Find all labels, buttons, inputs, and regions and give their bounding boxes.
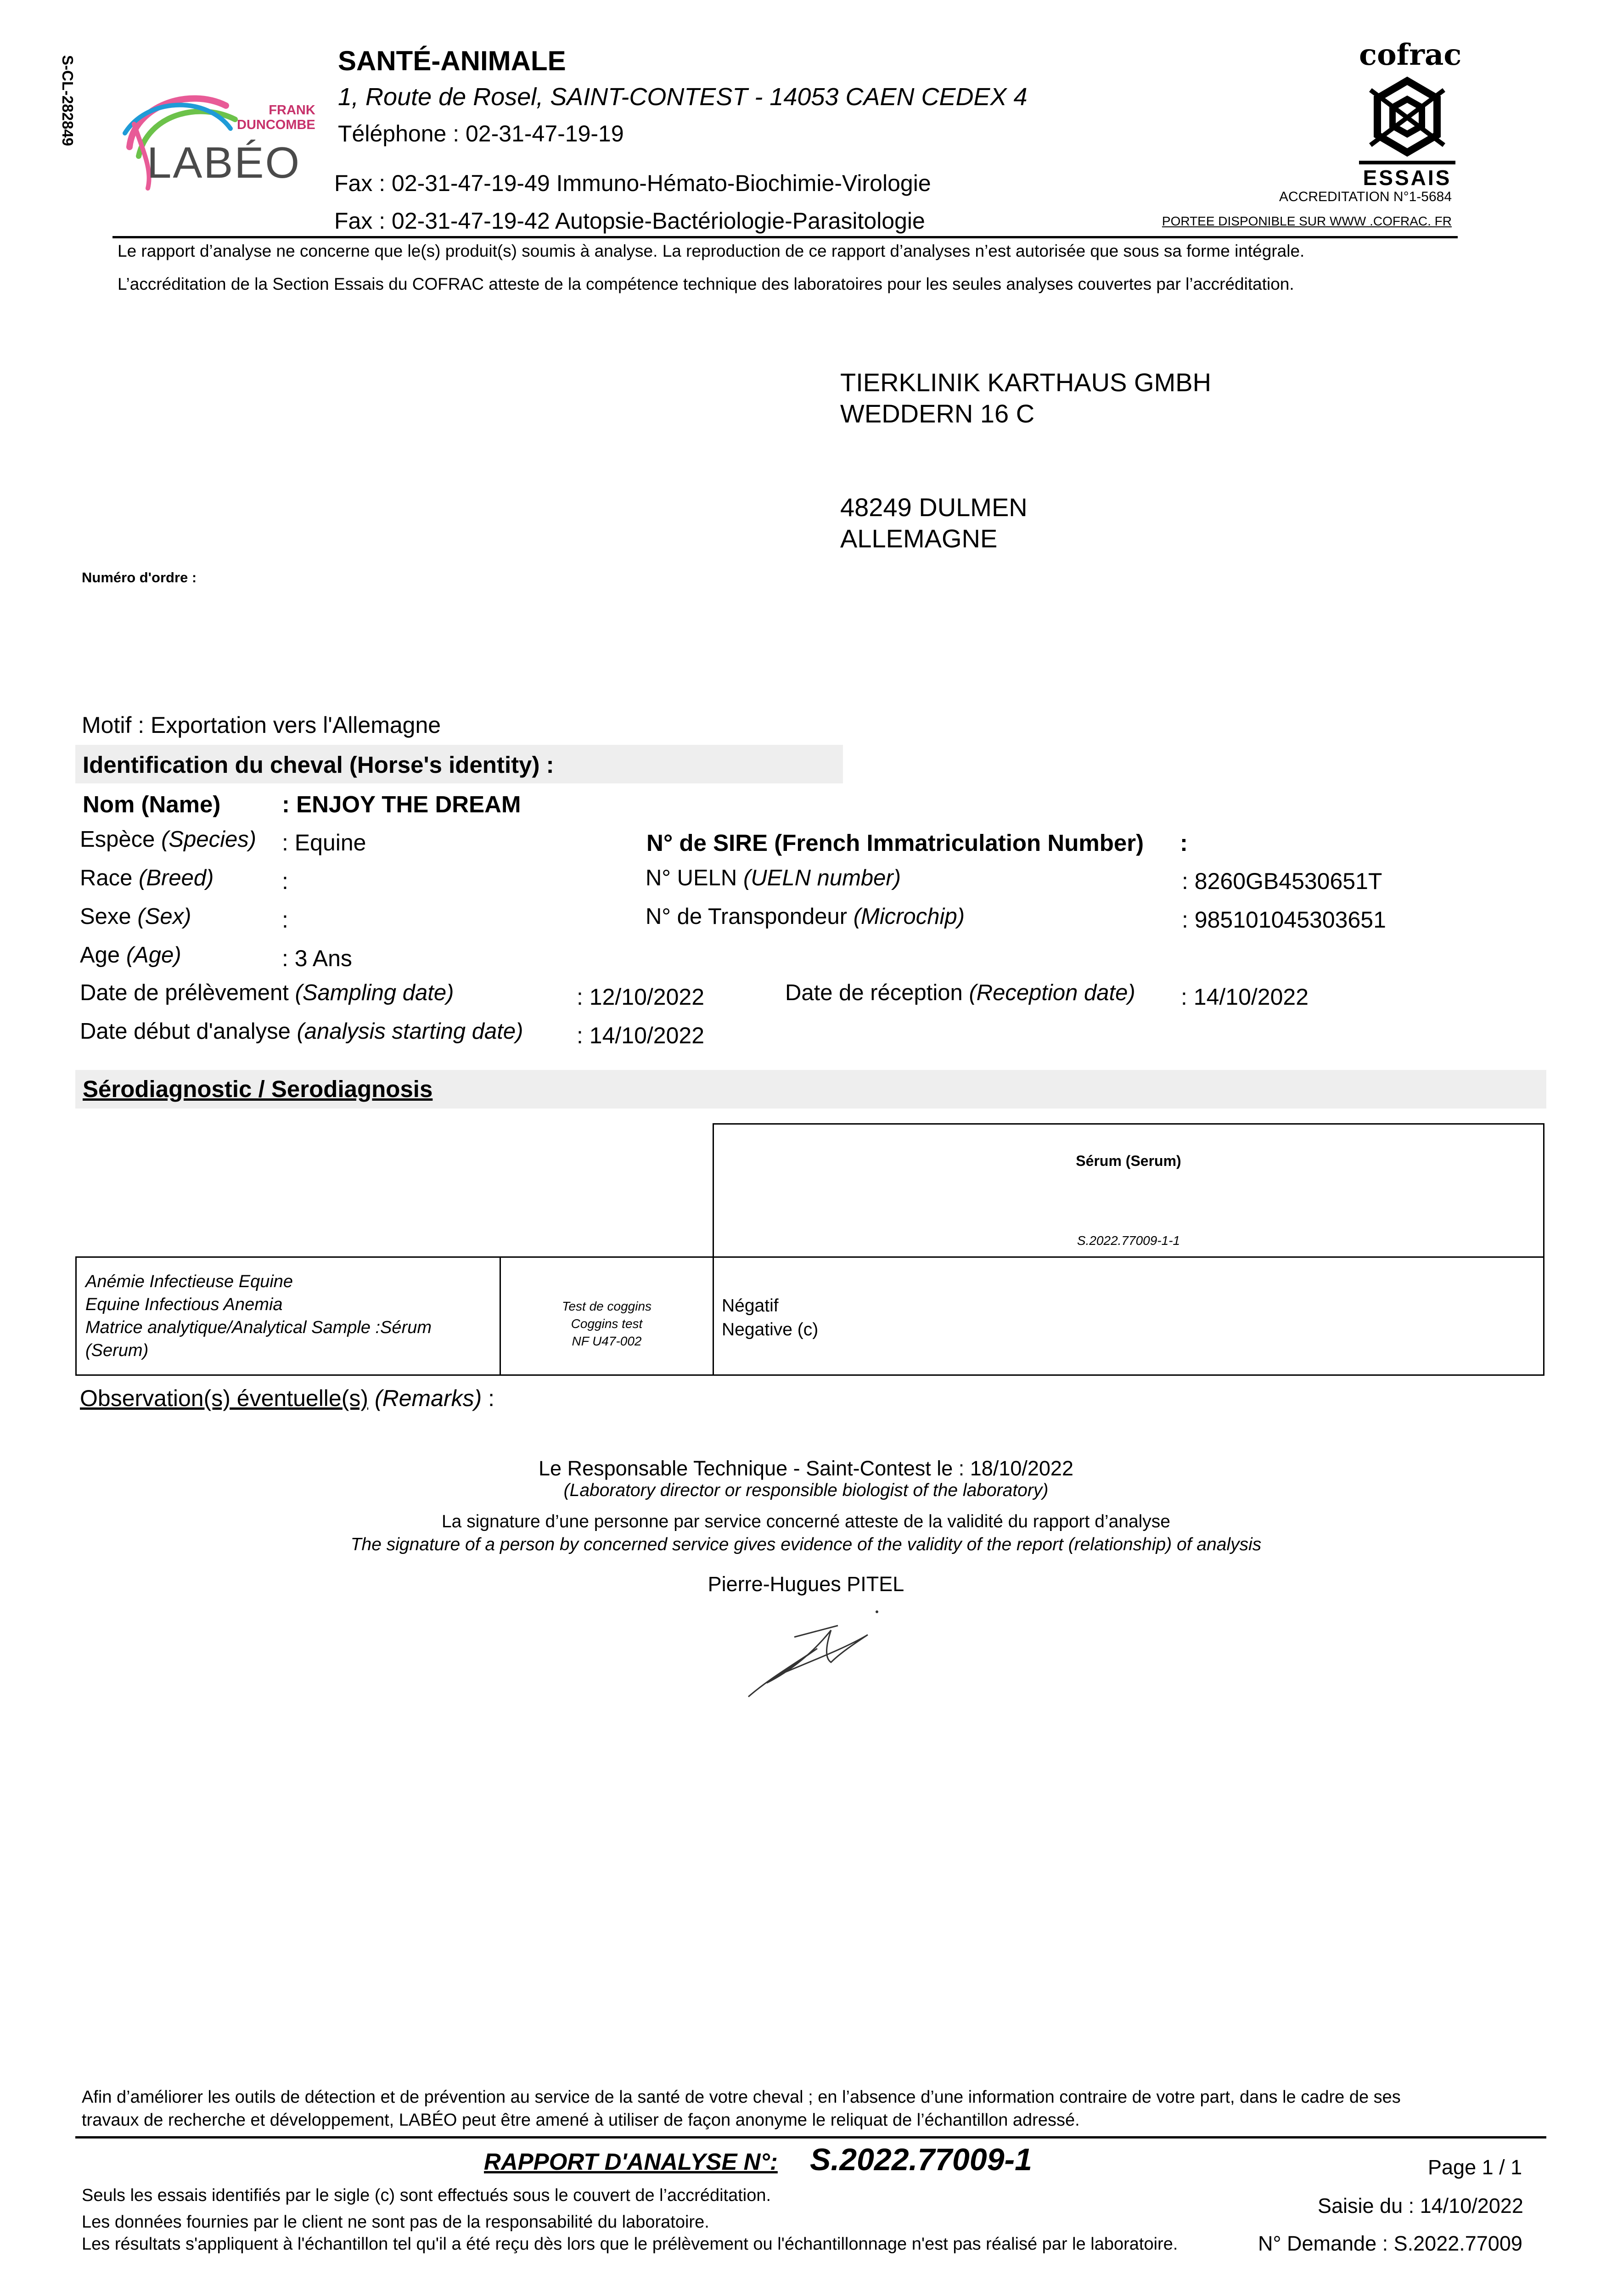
table-line (1543, 1123, 1544, 1376)
tagline-line1: FRANK (269, 103, 315, 118)
breed-value: : (282, 868, 288, 894)
method-1: Test de coggins (562, 1299, 652, 1313)
cofrac-essais: ESSAIS (1359, 161, 1455, 190)
labeo-tagline (237, 103, 315, 132)
disease-en: Equine Infectious Anemia (85, 1295, 283, 1314)
entry-date: Saisie du : 14/10/2022 (1318, 2194, 1523, 2217)
remarks-suffix: : (482, 1385, 495, 1411)
matrix: Matrice analytique/Analytical Sample :Sérum (85, 1318, 432, 1337)
age-label (80, 942, 181, 968)
table-line (713, 1123, 1544, 1125)
disclaimer-accreditation: L’accréditation de la Section Essais du COFRAC atteste de la compétence technique des laboratoires pour les seules analyses couvertes par l’accréditation. (118, 275, 1294, 293)
recipient-line-3: 48249 DULMEN (840, 493, 1028, 522)
table-line (75, 1256, 77, 1376)
result-cell (722, 1294, 818, 1342)
transponder-label (646, 904, 965, 929)
transponder-label-en: (Microchip) (853, 904, 965, 929)
matrix-serum: (Serum) (85, 1341, 149, 1360)
breed-label-en: (Breed) (139, 866, 214, 890)
portee-link[interactable]: PORTEE DISPONIBLE SUR WWW .COFRAC. FR (1162, 214, 1452, 228)
name-value: : ENJOY THE DREAM (282, 791, 521, 817)
reception-date-value: : 14/10/2022 (1181, 984, 1309, 1010)
recipient-line-2: WEDDERN 16 C (840, 399, 1035, 428)
report-number-label: RAPPORT D'ANALYSE N°: (484, 2149, 778, 2175)
method-3: NF U47-002 (572, 1334, 642, 1348)
labeo-logo (120, 78, 322, 197)
disclaimer-reproduction: Le rapport d’analyse ne concerne que le(s) produit(s) soumis à analyse. La reproduction de ce rapport d’analyses n’est autorisée que sous sa forme intégrale. (118, 242, 1305, 260)
technical-manager-line: Le Responsable Technique - Saint-Contest le : 18/10/2022 (539, 1457, 1073, 1480)
analysis-start-value: : 14/10/2022 (577, 1023, 705, 1048)
lab-telephone: Téléphone : 02-31-47-19-19 (338, 121, 624, 146)
age-label-fr: Age (80, 943, 120, 968)
result-en: Negative (c) (722, 1320, 819, 1339)
client-data-note: Les données fournies par le client ne sont pas de la responsabilité du laboratoire. (82, 2212, 709, 2232)
sampling-label-en: (Sampling date) (295, 980, 454, 1005)
research-note-1: Afin d’améliorer les outils de détection et de prévention au service de la santé de votre cheval ; en l’absence d’une information contraire de votre part, dans le cadre de ses (82, 2088, 1401, 2107)
ueln-label-en: (UELN number) (743, 866, 901, 890)
lab-title: SANTÉ-ANIMALE (338, 45, 566, 76)
table-line (75, 1374, 1544, 1376)
breed-label-fr: Race (80, 866, 133, 890)
accreditation-note: Seuls les essais identifiés par le sigle (c) sont effectués sous le couvert de l’accréditation. (82, 2186, 771, 2205)
lab-address: 1, Route de Rosel, SAINT-CONTEST - 14053 CAEN CEDEX 4 (338, 83, 1028, 111)
remarks-label: Observation(s) éventuelle(s) (80, 1385, 369, 1411)
disease-fr: Anémie Infectieuse Equine (85, 1272, 293, 1291)
sire-value: : (1180, 830, 1188, 856)
cofrac-wordmark: cofrac (1359, 38, 1462, 72)
analysis-description (85, 1270, 432, 1362)
species-label-fr: Espèce (80, 827, 155, 852)
results-note: Les résultats s'appliquent à l'échantillon tel qu'il a été reçu dès lors que le prélèvement ou l'échantillonnage n'est pas réalisé par le laboratoire. (82, 2234, 1178, 2254)
recipient-line-4: ALLEMAGNE (840, 524, 998, 553)
tagline-line2: DUNCOMBE (237, 118, 315, 132)
side-reference-code: S-CL-282849 (59, 55, 76, 146)
sire-label: N° de SIRE (French Immatriculation Number) (646, 830, 1144, 856)
reception-label-fr: Date de réception (785, 980, 963, 1005)
remarks-label-en: (Remarks) (374, 1385, 482, 1411)
name-label: Nom (Name) (83, 791, 221, 817)
result-fr: Négatif (722, 1296, 779, 1316)
signatory-name: Pierre-Hugues PITEL (708, 1572, 904, 1596)
serodiagnosis-title: Sérodiagnostic / Serodiagnosis (83, 1076, 433, 1102)
sampling-date-label (80, 980, 454, 1006)
start-label-en: (analysis starting date) (297, 1019, 523, 1044)
sex-value: : (282, 907, 288, 933)
director-line: (Laboratory director or responsible biologist of the laboratory) (563, 1480, 1049, 1500)
handwritten-signature (739, 1598, 891, 1704)
start-label-fr: Date début d'analyse (80, 1019, 291, 1044)
age-label-en: (Age) (126, 943, 181, 968)
sex-label-fr: Sexe (80, 904, 131, 929)
identity-section-title: Identification du cheval (Horse's identity) : (83, 752, 554, 778)
species-value: : Equine (282, 830, 366, 855)
transponder-value: : 985101045303651 (1182, 907, 1386, 933)
recipient-line-1: TIERKLINIK KARTHAUS GMBH (840, 368, 1212, 397)
sample-id: S.2022.77009-1-1 (1077, 1233, 1180, 1248)
transponder-label-fr: N° de Transpondeur (646, 904, 848, 929)
sampling-date-value: : 12/10/2022 (577, 984, 705, 1010)
reception-date-label (785, 980, 1135, 1006)
serum-column-header: Sérum (Serum) (1076, 1153, 1181, 1169)
labeo-wordmark: LABÉO (147, 138, 301, 187)
sex-label (80, 904, 191, 929)
accreditation-number: ACCREDITATION N°1-5684 (1279, 189, 1452, 204)
motif: Motif : Exportation vers l'Allemagne (82, 712, 441, 738)
lab-fax-1: Fax : 02-31-47-19-49 Immuno-Hémato-Biochimie-Virologie (334, 170, 931, 196)
cofrac-logo (1359, 38, 1462, 190)
sampling-label-fr: Date de prélèvement (80, 980, 289, 1005)
report-number: S.2022.77009-1 (810, 2142, 1032, 2177)
breed-label (80, 865, 213, 891)
header-divider (112, 236, 1458, 238)
research-note-2: travaux de recherche et développement, LABÉO peut être amené à utiliser de façon anonyme le reliquat de l’échantillon adressé. (82, 2110, 1080, 2130)
species-label (80, 827, 256, 852)
cofrac-hexagon-icon (1361, 72, 1453, 163)
species-label-en: (Species) (161, 827, 257, 852)
sex-label-en: (Sex) (137, 904, 191, 929)
signature-note-en: The signature of a person by concerned service gives evidence of the validity of the report (relationship) of analysis (350, 1535, 1262, 1554)
age-value: : 3 Ans (282, 945, 352, 971)
table-line (75, 1256, 1544, 1258)
reception-label-en: (Reception date) (969, 980, 1135, 1005)
analysis-start-label (80, 1019, 523, 1044)
ueln-value: : 8260GB4530651T (1182, 868, 1382, 894)
ueln-label (646, 865, 901, 891)
method-2: Coggins test (571, 1317, 643, 1331)
page-number: Page 1 / 1 (1428, 2155, 1522, 2179)
footer-divider (75, 2136, 1546, 2138)
lab-fax-2: Fax : 02-31-47-19-42 Autopsie-Bactériologie-Parasitologie (334, 208, 925, 234)
ueln-label-fr: N° UELN (646, 866, 737, 890)
remarks (80, 1385, 494, 1412)
method-cell (501, 1298, 713, 1350)
request-number: N° Demande : S.2022.77009 (1258, 2232, 1522, 2255)
signature-note-fr: La signature d’une personne par service concerné atteste de la validité du rapport d’analyse (441, 1512, 1170, 1531)
order-number-label: Numéro d'ordre : (82, 569, 197, 585)
